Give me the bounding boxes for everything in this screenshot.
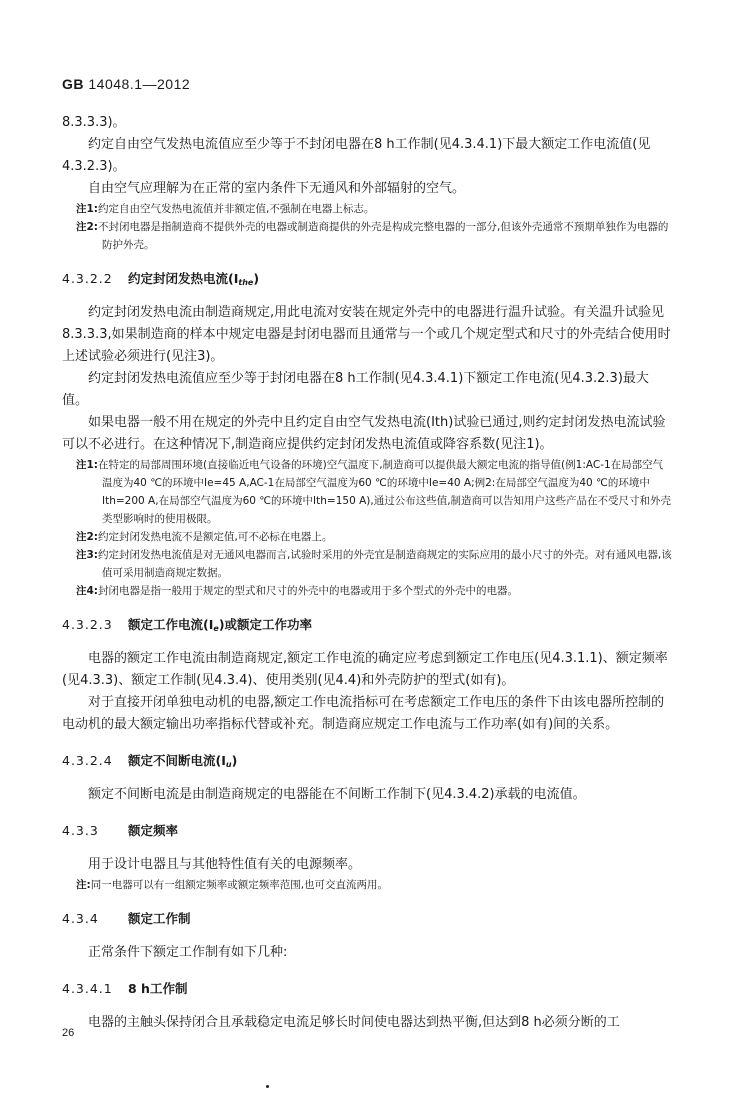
section-title: 额定工作制 <box>128 911 191 926</box>
note <box>62 200 672 218</box>
section-title-subscript: e <box>213 624 219 633</box>
paragraph: 约定自由空气发热电流值应至少等于不封闭电器在8 h工作制(见4.3.4.1)下最大额定工作电流值(见4.3.2.3)。 <box>62 137 651 174</box>
paragraph: 对于直接开闭单独电动机的电器,额定工作电流指标可在考虑额定工作电压的条件下由该电器所控制的电动机的最大额定输出功率指标代替或补充。制造商应规定工作电流与工作功率(如有)间的关系。 <box>62 695 665 732</box>
paragraph: 用于设计电器且与其他特性值有关的电源频率。 <box>88 857 362 872</box>
section-number: 4.3.4 <box>62 911 99 926</box>
note <box>62 582 672 600</box>
note-text: 在特定的局部周围环境(直接临近电气设备的环境)空气温度下,制造商可以提供最大额定电流的指导值(例1:AC-1在局部空气温度为40 ℃的环境中Ie=45 A,AC-1在局部空气温度为60 ℃的环境中Ie=40 A;例2:在局部空气温度为40 ℃的环境中Ith=200 A,在局部空气温度为60 ℃的环境中Ith=150 A),通过公布这些值,制造商可以告知用户这些产品在不受尺寸和外壳类型影响时的使用极限。 <box>98 459 672 525</box>
note <box>62 528 672 546</box>
note-label: 注2: <box>76 531 99 543</box>
standard-number: 14048.1—2012 <box>88 76 191 92</box>
section-title-tail: )或额定工作功率 <box>218 617 313 632</box>
standard-code: GB <box>62 76 84 92</box>
paragraph: 正常条件下额定工作制有如下几种: <box>88 945 288 960</box>
paragraph: 如果电器一般不用在规定的外壳中且约定自由空气发热电流(Ith)试验已通过,则约定封闭发热电流试验可以不必进行。在这种情况下,制造商应提供约定封闭发热电流值或降容系数(见注1)。 <box>62 415 666 452</box>
note-label: 注1: <box>76 203 99 215</box>
section-title-tail: ) <box>253 271 260 286</box>
note <box>62 456 672 528</box>
paragraph: 约定封闭发热电流值应至少等于封闭电器在8 h工作制(见4.3.4.1)下额定工作电流(见4.3.2.3)最大值。 <box>62 371 649 408</box>
section-title-subscript: u <box>225 760 232 769</box>
note-text: 约定自由空气发热电流值并非额定值,不强制在电器上标志。 <box>98 203 375 215</box>
note <box>62 876 672 894</box>
paragraph: 电器的主触头保持闭合且承载稳定电流足够长时间使电器达到热平衡,但达到8 h必须分断的工 <box>88 1015 620 1030</box>
paragraph: 电器的额定工作电流由制造商规定,额定工作电流的确定应考虑到额定工作电压(见4.3.1.1)、额定频率(见4.3.3)、额定工作制(见4.3.4)、使用类别(见4.4)和外壳防护的型式(如有)。 <box>62 651 668 688</box>
section-heading <box>62 614 672 640</box>
note-text: 约定封闭发热电流值是对无通风电器而言,试验时采用的外壳宜是制造商规定的实际应用的最小尺寸的外壳。对有通风电器,该值可采用制造商规定数据。 <box>98 549 672 579</box>
section-number: 4.3.4.1 <box>62 981 113 996</box>
note-label: 注3: <box>76 549 99 561</box>
section-heading <box>62 908 672 934</box>
note-text: 封闭电器是指一般用于规定的型式和尺寸的外壳中的电器或用于多个型式的外壳中的电器。 <box>98 585 519 597</box>
section-title: 额定频率 <box>128 823 179 838</box>
note-label: 注4: <box>76 585 99 597</box>
section-title-tail: ) <box>231 753 238 768</box>
section-title-subscript: the <box>238 278 254 287</box>
note-text: 不封闭电器是指制造商不提供外壳的电器或制造商提供的外壳是构成完整电器的一部分,但该外壳通常不预期单独作为电器的防护外壳。 <box>98 221 669 251</box>
section-number: 4.3.2.3 <box>62 617 113 632</box>
document-body <box>62 112 672 1034</box>
note-text: 约定封闭发热电流不是额定值,可不必标在电器上。 <box>98 531 333 543</box>
paragraph: 8.3.3.3)。 <box>62 115 126 130</box>
section-title: 约定封闭发热电流(I <box>128 271 239 286</box>
section-heading <box>62 750 672 776</box>
scan-speck <box>266 1085 269 1088</box>
page-number: 26 <box>62 1027 75 1039</box>
section-number: 4.3.3 <box>62 823 99 838</box>
section-title: 额定工作电流(I <box>128 617 214 632</box>
section-title: 额定不间断电流(I <box>128 753 226 768</box>
note-label: 注: <box>76 879 91 891</box>
section-number: 4.3.2.2 <box>62 271 113 286</box>
section-heading <box>62 820 672 846</box>
note-text: 同一电器可以有一组额定频率或额定频率范围,也可交直流两用。 <box>90 879 389 891</box>
section-heading <box>62 268 672 294</box>
standard-header <box>62 76 190 92</box>
paragraph: 约定封闭发热电流由制造商规定,用此电流对安装在规定外壳中的电器进行温升试验。有关温升试验见8.3.3.3,如果制造商的样本中规定电器是封闭电器而且通常与一个或几个规定型式和尺寸的外壳结合使用时上述试验必须进行(见注3)。 <box>62 305 671 364</box>
paragraph: 自由空气应理解为在正常的室内条件下无通风和外部辐射的空气。 <box>88 181 466 196</box>
note <box>62 218 672 254</box>
note-label: 注1: <box>76 459 99 471</box>
section-number: 4.3.2.4 <box>62 753 113 768</box>
section-heading <box>62 978 672 1004</box>
paragraph: 额定不间断电流是由制造商规定的电器能在不间断工作制下(见4.3.4.2)承载的电流值。 <box>88 787 586 802</box>
section-title: 8 h工作制 <box>128 981 188 996</box>
note-label: 注2: <box>76 221 99 233</box>
note <box>62 546 672 582</box>
